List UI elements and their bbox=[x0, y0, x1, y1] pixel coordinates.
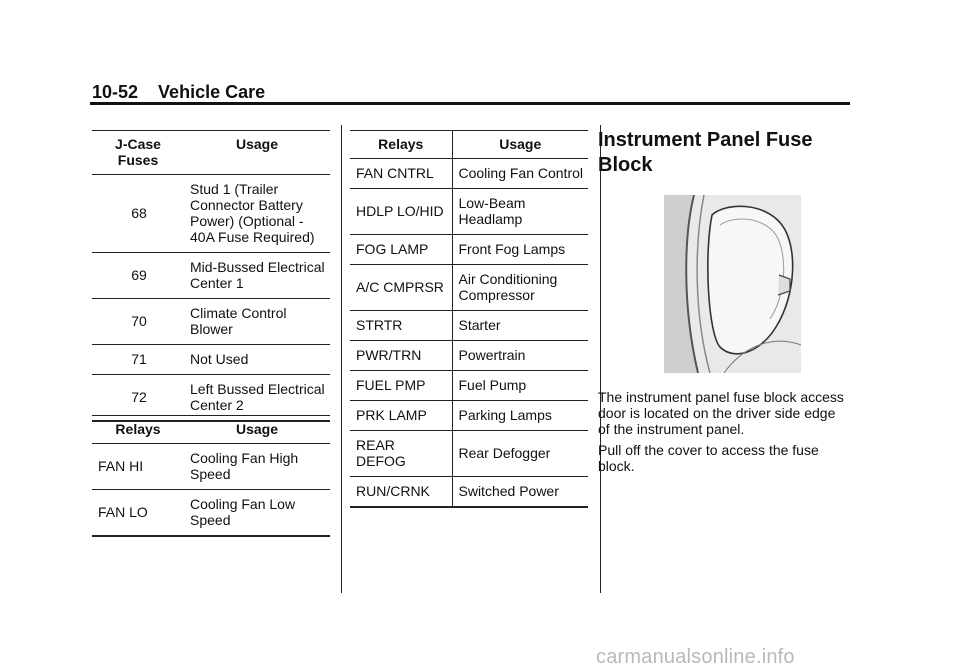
table-row: FUEL PMP Fuel Pump bbox=[350, 371, 588, 401]
table-row: HDLP LO/HID Low-Beam Headlamp bbox=[350, 189, 588, 235]
page-header bbox=[92, 82, 265, 103]
table-row: 71 Not Used bbox=[92, 345, 330, 375]
section-title: Instrument Panel Fuse Block bbox=[598, 129, 813, 176]
table-header-relays: Relays bbox=[350, 131, 452, 159]
column-divider-2 bbox=[600, 125, 601, 593]
table-row: 72 Left Bussed Electrical Center 2 bbox=[92, 375, 330, 422]
fuse-block-access-door-illustration bbox=[664, 195, 801, 373]
table-row: 68 Stud 1 (Trailer Connector Battery Power) (Optional - 40A Fuse Required) bbox=[92, 175, 330, 253]
header-rule bbox=[90, 102, 850, 105]
table-header-usage: Usage bbox=[452, 131, 588, 159]
paragraph-instructions: Pull off the cover to access the fuse block. bbox=[598, 442, 819, 474]
relays-table-middle bbox=[350, 130, 588, 508]
table-row: A/C CMPRSR Air Conditioning Compressor bbox=[350, 265, 588, 311]
jcase-fuses-table bbox=[92, 130, 330, 422]
table-row: PWR/TRN Powertrain bbox=[350, 341, 588, 371]
table-row: PRK LAMP Parking Lamps bbox=[350, 401, 588, 431]
table-row: RUN/CRNK Switched Power bbox=[350, 477, 588, 508]
table-header-usage: Usage bbox=[184, 131, 330, 175]
table-row: 69 Mid-Bussed Electrical Center 1 bbox=[92, 253, 330, 299]
table-header-relays: Relays bbox=[92, 416, 184, 444]
section-name: Vehicle Care bbox=[158, 82, 266, 102]
table-row: FAN LO Cooling Fan Low Speed bbox=[92, 490, 330, 537]
table-row: STRTR Starter bbox=[350, 311, 588, 341]
table-row: FAN CNTRL Cooling Fan Control bbox=[350, 159, 588, 189]
table-row: 70 Climate Control Blower bbox=[92, 299, 330, 345]
watermark: carmanualsonline.info bbox=[596, 646, 795, 668]
table-row: FOG LAMP Front Fog Lamps bbox=[350, 235, 588, 265]
relays-table-left bbox=[92, 415, 330, 537]
column-divider-1 bbox=[341, 125, 342, 593]
table-row: REAR DEFOG Rear Defogger bbox=[350, 431, 588, 477]
page-number: 10-52 bbox=[92, 82, 139, 102]
table-row: FAN HI Cooling Fan High Speed bbox=[92, 444, 330, 490]
table-header-fuses: J-Case Fuses bbox=[92, 131, 184, 175]
paragraph-location: The instrument panel fuse block access door is located on the driver side edge of the instrument panel. bbox=[598, 389, 844, 437]
table-header-usage: Usage bbox=[184, 416, 330, 444]
